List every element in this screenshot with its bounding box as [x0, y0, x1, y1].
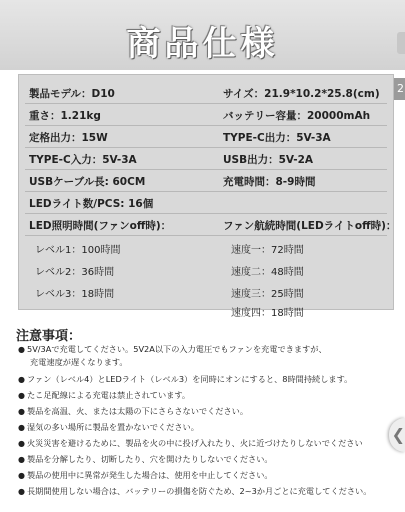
spec-row — [25, 105, 387, 126]
spec-right: 充電時間：8-9時間 — [223, 176, 316, 188]
bullet-icon: ● — [18, 487, 25, 496]
note-text: 火災災害を避けるために、製品を火の中に投げ入れたり、火に近づけたりしないでください — [26, 438, 363, 448]
note-item — [18, 422, 199, 433]
chevron-right-icon[interactable]: ❮ — [389, 418, 405, 452]
spec-row — [25, 127, 387, 148]
note-item — [18, 438, 363, 449]
note-text: ファン（レベル4）とLEDライト（レベル3）を同時にオンにすると、8時間持続します。 — [26, 374, 353, 384]
spec-row — [25, 193, 387, 214]
spec-table — [18, 74, 397, 319]
spec-left: 重さ：1.21kg — [29, 110, 101, 122]
fan-runtime-header: ファン航続時間(LEDライトoff時)： — [223, 220, 397, 232]
led-level: レベル3：18時間 — [35, 289, 115, 300]
note-item — [18, 454, 273, 465]
note-text: 湿気の多い場所に製品を置かないでください。 — [26, 422, 199, 432]
bullet-icon: ● — [18, 391, 25, 400]
led-runtime-header: LED照明時間(ファンoff時)： — [29, 220, 172, 232]
spec-right: USB出力：5V-2A — [223, 154, 314, 166]
led-level: レベル1：100時間 — [35, 245, 121, 256]
spec-left: 製品モデル：D10 — [29, 88, 115, 100]
note-item — [18, 406, 248, 417]
bullet-icon: ● — [18, 375, 25, 384]
note-text: 製品を高温、火、または太陽の下にさらさないでください。 — [26, 406, 249, 416]
note-item — [18, 390, 190, 401]
header-banner — [0, 0, 405, 70]
note-text: 5V/3Aで充電してください。5V2A以下の入力電圧でもファンを充電できますが、 — [26, 344, 327, 354]
bullet-icon: ● — [18, 345, 25, 354]
spec-right: サイズ：21.9*10.2*25.8(cm) — [223, 88, 380, 100]
note-text: 長期間使用しない場合は、バッテリーの損傷を防ぐため、2~3か月ごとに充電してください。 — [26, 486, 372, 496]
page-title: 商品仕様 — [126, 24, 279, 64]
spec-left: LEDライト数/PCS: 16個 — [29, 198, 154, 210]
spec-left: USBケーブル長: 60CM — [29, 176, 146, 188]
notes-title: 注意事項： — [16, 329, 82, 344]
note-text: たこ足配線による充電は禁止されています。 — [26, 390, 191, 400]
runtime-header-row — [25, 215, 397, 236]
page-badge: 2 — [394, 78, 405, 100]
spec-row — [25, 149, 387, 170]
spec-left: 定格出力：15W — [29, 132, 108, 144]
spec-right: バッテリー容量：20000mAh — [223, 110, 371, 122]
bullet-icon: ● — [18, 423, 25, 432]
note-item — [18, 486, 371, 497]
fan-speed: 速度三：25時間 — [231, 289, 304, 300]
bullet-icon: ● — [18, 407, 25, 416]
bullet-icon: ● — [18, 471, 25, 480]
spec-row — [25, 83, 387, 104]
spec-right: TYPE-C出力：5V-3A — [223, 132, 331, 144]
note-text: 製品の使用中に異常が発生した場合は、使用を中止してください。 — [26, 470, 273, 480]
fan-speed: 速度一：72時間 — [231, 245, 304, 256]
fan-speed: 速度四：18時間 — [231, 308, 304, 319]
bullet-icon: ● — [18, 439, 25, 448]
note-item — [18, 344, 327, 355]
note-item — [18, 374, 352, 385]
led-level: レベル2：36時間 — [35, 267, 115, 278]
spec-left: TYPE-C入力：5V-3A — [29, 154, 137, 166]
bullet-icon: ● — [18, 455, 25, 464]
spec-row — [25, 171, 387, 192]
side-tab-icon[interactable] — [397, 32, 405, 54]
note-text: 製品を分解したり、切断したり、穴を開けたりしないでください。 — [26, 454, 273, 464]
fan-speed: 速度二：48時間 — [231, 267, 304, 278]
note-subtext: 充電速度が遅くなります。 — [30, 357, 128, 367]
note-item — [18, 470, 273, 481]
